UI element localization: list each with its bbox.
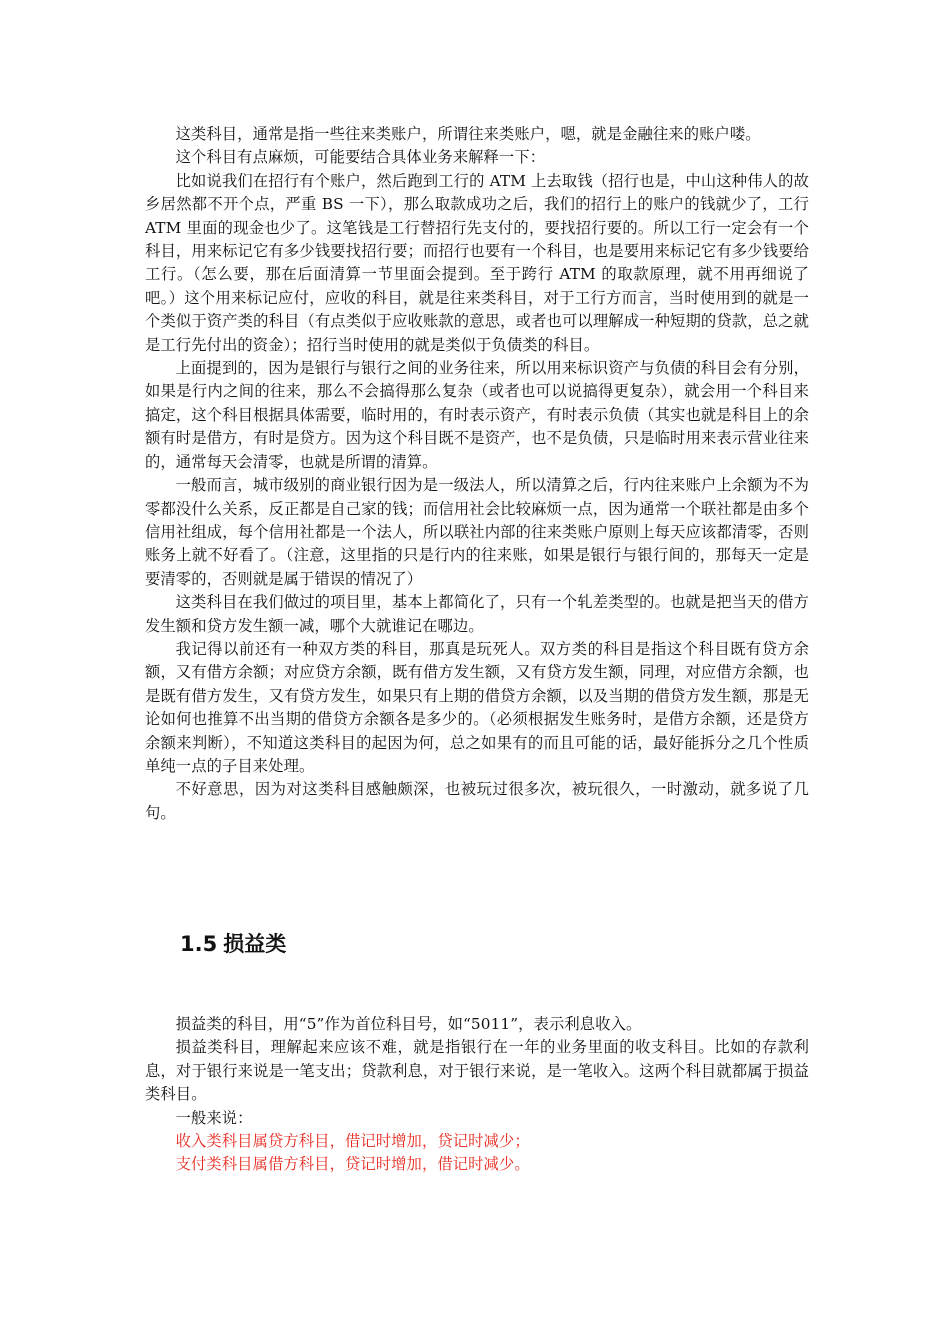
rule-expense: 支付类科目属借方科目，贷记时增加，借记时减少。 [175, 1155, 530, 1174]
paragraph: 一般而言，城市级别的商业银行因为是一级法人，所以清算之后，行内往来账户上余额为不为零都没什么关系，反正都是自己家的钱；而信用社会比较麻烦一点，因为通常一个联社都是由多个信用社组成，每个信用社都是一个法人，所以联社内部的往来类账户原则上每天应该都清零，否则账务上就不好看了。（注意，这里指的只是行内的往来账，如果是银行与银行间的，那每天一定是要清零的，否则就是属于错误的情况了） [145, 476, 809, 588]
paragraph: 一般来说： [175, 1108, 253, 1127]
body-section-2 [145, 1013, 809, 1177]
paragraph: 不好意思，因为对这类科目感触颇深，也被玩过很多次，被玩很久，一时激动，就多说了几句。 [145, 780, 809, 822]
paragraph: 上面提到的，因为是银行与银行之间的业务往来，所以用来标识资产与负债的科目会有分别，如果是行内之间的往来，那么不会搞得那么复杂（或者也可以说搞得更复杂），就会用一个科目来搞定，这个科目根据具体需要，临时用的，有时表示资产，有时表示负债（其实也就是科目上的余额有时是借方，有时是贷方。因为这个科目既不是资产，也不是负债，只是临时用来表示营业往来的，通常每天会清零，也就是所谓的清算。 [145, 359, 809, 471]
body-section-1 [145, 123, 809, 825]
paragraph: 我记得以前还有一种双方类的科目，那真是玩死人。双方类的科目是指这个科目既有贷方余额，又有借方余额；对应贷方余额，既有借方发生额，又有贷方发生额，同理，对应借方余额，也是既有借方发生，又有贷方发生，如果只有上期的借贷方余额，以及当期的借贷方发生额，那是无论如何也推算不出当期的借贷方余额各是多少的。（必须根据发生账务时，是借方余额，还是贷方余额来判断），不知道这类科目的起因为何，总之如果有的而且可能的话，最好能拆分之几个性质单纯一点的子目来处理。 [145, 639, 809, 775]
paragraph: 比如说我们在招行有个账户，然后跑到工行的 ATM 上去取钱（招行也是，中山这种伟人的故乡居然都不开个点，严重 BS 一下），那么取款成功之后，我们的招行上的账户的钱就少了，工行 ATM 里面的现金也少了。这笔钱是工行替招行先支付的，要找招行要的。所以工行一定会有一个科目，用来标记它有多少钱要找招行要；而招行也要有一个科目，也是要用来标记它有多少钱要给工行。（怎么要，那在后面清算一节里面会提到。至于跨行 ATM 的取款原理，就不用再细说了吧。）这个用来标记应付，应收的科目，就是往来类科目，对于工行方而言，当时使用到的就是一个类似于资产类的科目（有点类似于应收账款的意思，或者也可以理解成一种短期的贷款，总之就是工行先付出的资金）；招行当时使用的就是类似于负债类的科目。 [145, 171, 809, 354]
paragraph: 这类科目，通常是指一些往来类账户，所谓往来类账户，嗯，就是金融往来的账户喽。 [175, 125, 761, 143]
paragraph: 损益类的科目，用“5”作为首位科目号，如“5011”，表示利息收入。 [175, 1015, 642, 1033]
paragraph: 这个科目有点麻烦，可能要结合具体业务来解释一下： [175, 148, 546, 167]
paragraph: 损益类科目，理解起来应该不难，就是指银行在一年的业务里面的收支科目。比如的存款利息，对于银行来说是一笔支出；贷款利息，对于银行来说，是一笔收入。这两个科目就都属于损益类科目。 [145, 1038, 809, 1104]
section-heading [180, 929, 286, 959]
section-number: 1.5 [180, 932, 218, 956]
rule-income: 收入类科目属贷方科目，借记时增加，贷记时减少； [175, 1132, 530, 1151]
section-title-text: 损益类 [223, 932, 287, 956]
paragraph: 这类科目在我们做过的项目里，基本上都简化了，只有一个轧差类型的。也就是把当天的借方发生额和贷方发生额一减，哪个大就谁记在哪边。 [145, 593, 809, 635]
